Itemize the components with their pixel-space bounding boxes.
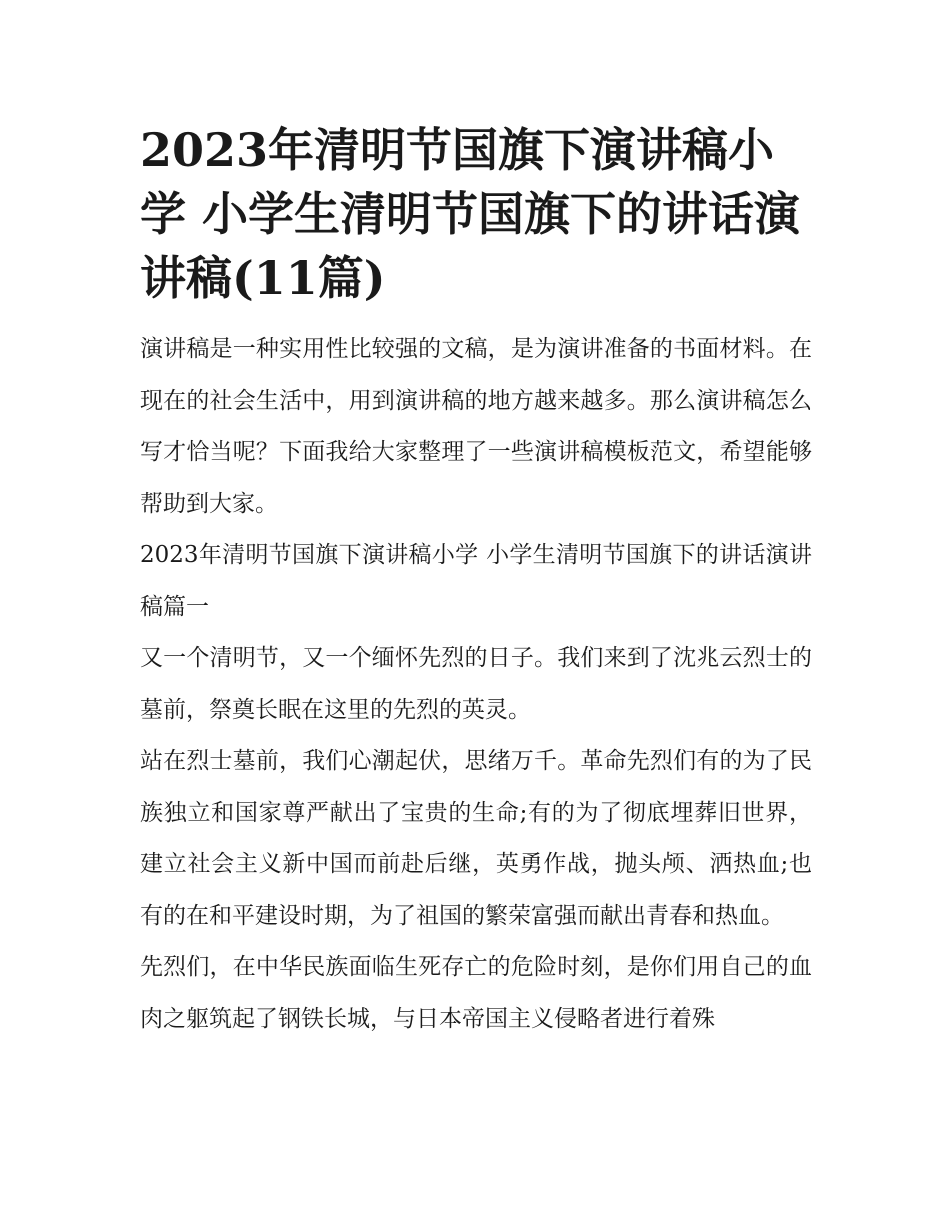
body-paragraph: 站在烈士墓前，我们心潮起伏，思绪万千。革命先烈们有的为了民族独立和国家尊严献出了宝贵的生命;有的为了彻底埋葬旧世界，建立社会主义新中国而前赴后继，英勇作战，抛头颅、洒热血;也有的在和平建设时期，为了祖国的繁荣富强而献出青春和热血。: [140, 748, 812, 929]
intro-paragraph: 演讲稿是一种实用性比较强的文稿，是为演讲准备的书面材料。在现在的社会生活中，用到演讲稿的地方越来越多。那么演讲稿怎么写才恰当呢？下面我给大家整理了一些演讲稿模板范文，希望能够帮助到大家。: [140, 336, 812, 517]
section-heading: 2023年清明节国旗下演讲稿小学 小学生清明节国旗下的讲话演讲稿篇一: [140, 542, 812, 620]
document-body: [140, 118, 812, 1045]
body-paragraph: 又一个清明节，又一个缅怀先烈的日子。我们来到了沈兆云烈士的墓前，祭奠长眠在这里的先烈的英灵。: [140, 645, 812, 723]
document-title: 2023年清明节国旗下演讲稿小学 小学生清明节国旗下的讲话演讲稿(11篇): [140, 123, 801, 305]
body-paragraph: 先烈们，在中华民族面临生死存亡的危险时刻，是你们用自己的血肉之躯筑起了钢铁长城，与日本帝国主义侵略者进行着殊: [140, 954, 812, 1032]
